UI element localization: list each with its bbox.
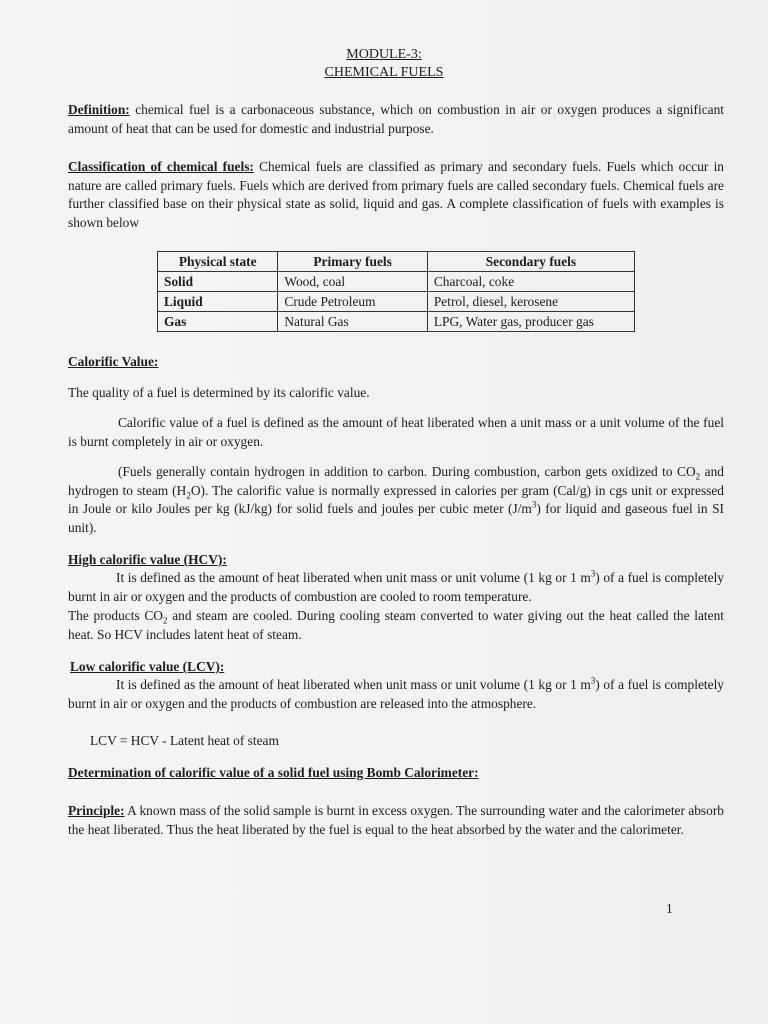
- calorific-quality-text: The quality of a fuel is determined by its calorific value.: [68, 385, 370, 400]
- calorific-heading: Calorific Value:: [68, 354, 159, 369]
- calorific-units-paragraph: (Fuels generally contain hydrogen in addition to carbon. During combustion, carbon gets oxidized to $CO_2$ and hydrogen to steam $(H_2O)$. The calorific value is normally expressed in calories per gram (Cal/g) in cgs unit or expressed in Joule or kilo Joules per kg (kJ/kg) for solid fuels and joules per cubic meter $(J/m^3)$ for liquid and gaseous fuel in SI unit).: [68, 464, 725, 535]
- definition-label: Definition:: [68, 102, 130, 117]
- classification-paragraph: [68, 158, 724, 232]
- module-title: MODULE-3:: [346, 47, 422, 62]
- table-cell: LPG, Water gas, producer gas: [427, 312, 634, 332]
- definition-paragraph: [68, 101, 724, 138]
- table-row: [158, 292, 635, 312]
- table-cell: Wood, coal: [278, 272, 427, 292]
- header-primary-fuels: Primary fuels: [278, 252, 427, 272]
- table-header-row: [158, 252, 635, 272]
- table-row: [158, 272, 635, 292]
- table-cell: Natural Gas: [278, 312, 427, 332]
- header-physical-state: Physical state: [158, 252, 278, 272]
- bomb-calorimeter-heading: Determination of calorific value of a solid fuel using Bomb Calorimeter:: [68, 765, 479, 780]
- header-secondary-fuels: Secondary fuels: [427, 252, 634, 272]
- fuel-classification-table: [157, 251, 635, 332]
- lcv-definition-text: It is defined as the amount of heat liberated when unit mass or unit volume (1 kg or 1 $m^3$) of a fuel is completely burnt in air or oxygen and the products of combustion are released into the atmosphere.: [68, 675, 724, 711]
- table-row: [158, 312, 635, 332]
- classification-text: Chemical fuels are classified as primary and secondary fuels. Fuels which occur in nature are called primary fuels. Fuels which are derived from primary fuels are called secondary fuels. Chemical fuels are further classified base on their physical state as solid, liquid and gas. A complete classification of fuels with examples is shown below: [68, 159, 724, 230]
- hcv-latent-heat-text: The products $CO_2$ and steam are cooled. During cooling steam converted to water giving out the heat called the latent heat. So HCV includes latent heat of steam.: [68, 608, 724, 642]
- table-cell: Solid: [158, 272, 278, 292]
- hcv-heading: High calorific value (HCV):: [68, 552, 227, 567]
- table-cell: Gas: [158, 312, 278, 332]
- table-cell: Petrol, diesel, kerosene: [427, 292, 634, 312]
- definition-text: chemical fuel is a carbonaceous substance, which on combustion in air or oxygen produces a significant amount of heat that can be used for domestic and industrial purpose.: [68, 102, 724, 136]
- principle-label: Principle:: [68, 803, 125, 818]
- lcv-equation: LCV = HCV - Latent heat of steam: [90, 733, 279, 748]
- principle-text: A known mass of the solid sample is burnt in excess oxygen. The surrounding water and the calorimeter absorb the heat liberated. Thus the heat liberated by the fuel is equal to the heat absorbed by the water and the calorimeter.: [68, 803, 724, 837]
- classification-label: Classification of chemical fuels:: [68, 159, 254, 174]
- topic-title: CHEMICAL FUELS: [324, 65, 444, 80]
- table-cell: Charcoal, coke: [427, 272, 634, 292]
- hcv-definition-text: It is defined as the amount of heat liberated when unit mass or unit volume (1 kg or 1 $m^3$) of a fuel is completely burnt in air or oxygen and the products of combustion are cooled to room temperature.: [68, 568, 724, 604]
- table-cell: Liquid: [158, 292, 278, 312]
- table-cell: Crude Petroleum: [278, 292, 427, 312]
- lcv-heading: Low calorific value (LCV):: [70, 659, 225, 674]
- principle-paragraph: [68, 802, 724, 839]
- calorific-definition-text: Calorific value of a fuel is defined as the amount of heat liberated when a unit mass or a unit volume of the fuel is burnt completely in air or oxygen.: [68, 415, 724, 449]
- page-number: 1: [666, 901, 673, 916]
